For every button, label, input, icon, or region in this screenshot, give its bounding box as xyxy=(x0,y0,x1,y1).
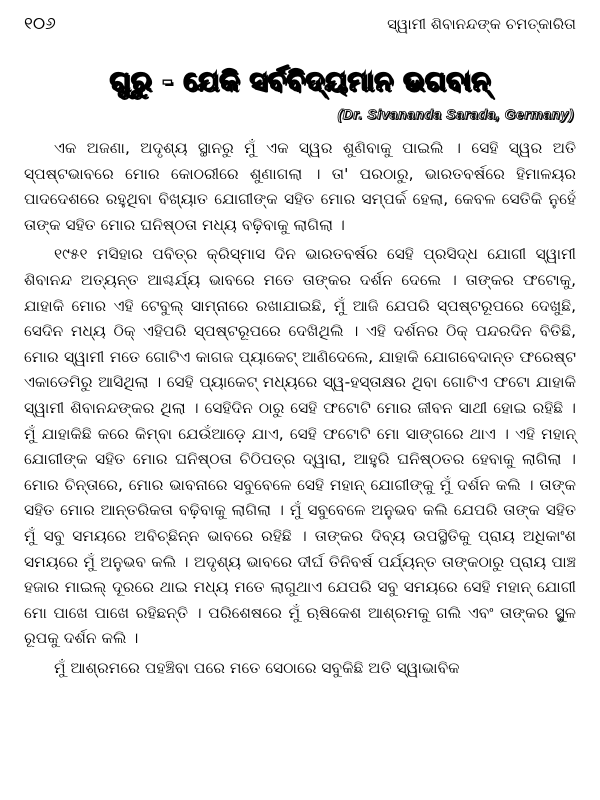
body-text xyxy=(24,136,576,681)
paragraph-3: ମୁଁ ଆଶ୍ରମରେ ପହଞ୍ଚିବା ପରେ ମତେ ସେଠାରେ ସବୁକିଛି ଅତି ସ୍ୱାଭାବିକ xyxy=(54,658,460,677)
page-number: ୧୦୬ xyxy=(24,14,56,34)
book-title: ସ୍ୱାମୀ ଶିବାନନ୍ଦଙ୍କ ଚମତ୍କାରିତା xyxy=(387,15,576,33)
chapter-author: (Dr. Sivananda Sarada, Germany) xyxy=(337,106,574,122)
paragraph-1: ଏକ ଅଜଣା, ଅଦୃଶ୍ୟ ସ୍ଥାନରୁ ମୁଁ ଏକ ସ୍ୱର ଶୁଣିବାକୁ ପାଇଲି । ସେହି ସ୍ୱର ଅତି ସ୍ପଷ୍ଟଭାବରେ ମୋର କୋଠରୀରେ ଶୁଣାଗଲା । ତା' ପରଠାରୁ, ଭାରତବର୍ଷରେ ହିମାଳୟର ପାଦଦେଶରେ ରହୁଥିବା ବିଖ୍ୟାତ ଯୋଗୀଙ୍କ ସହିତ ମୋର ସମ୍ପର୍କ ହେଲା, କେବଳ ସେତିକି ନୁହେଁ ତାଙ୍କ ସହିତ ମୋର ଘନିଷ୍ଠତା ମଧ୍ୟ ବଢ଼ିବାକୁ ଲାଗିଲା । xyxy=(24,139,576,234)
running-header xyxy=(24,14,576,36)
paragraph-2: ୧୯୫୧ ମସିହାର ପବିତ୍ର କ୍ରିସ୍‌ମାସ ଦିନ ଭାରତବର୍ଷର ସେହି ପ୍ରସିଦ୍ଧ ଯୋଗୀ ସ୍ୱାମୀ ଶିବାନନ୍ଦ ଅତ୍ୟନ୍ତ ଆଶ୍ଚର୍ଯ୍ୟ ଭାବରେ ମତେ ତାଙ୍କର ଦର୍ଶନ ଦେଲେ । ତାଙ୍କର ଫଟୋକୁ, ଯାହାକି ମୋର ଏହି ଟେବୁଲ୍ ସାମ୍ନାରେ ରଖାଯାଇଛି, ମୁଁ ଆଜି ଯେପରି ସ୍ପଷ୍ଟରୂପରେ ଦେଖୁଛି, ସେଦିନ ମଧ୍ୟ ଠିକ୍ ଏହିପରି ସ୍ପଷ୍ଟରୂପରେ ଦେଖିଥିଲି । ଏହି ଦର୍ଶନର ଠିକ୍ ପନ୍ଦରଦିନ ବିତିଛି, ମୋର ସ୍ୱାମୀ ମତେ ଗୋଟିଏ କାଗଜ ପ୍ୟାକେଟ୍ ଆଣିଦେଲେ, ଯାହାକି ଯୋଗବେଦାନ୍ତ ଫରେଷ୍ଟ ଏକାଡେମିରୁ ଆସିଥିଲା । ସେହି ପ୍ୟାକେଟ୍ ମଧ୍ୟରେ ସ୍ୱ-ହସ୍ତାକ୍ଷର ଥିବା ଗୋଟିଏ ଫଟୋ ଯାହାକି ସ୍ୱାମୀ ଶିବାନନ୍ଦଙ୍କର ଥିଲା । ସେହିଦିନ ଠାରୁ ସେହି ଫଟୋଟି ମୋର ଜୀବନ ସାଥୀ ହୋଇ ରହିଛି । ମୁଁ ଯାହାକିଛି କରେ କିମ୍ବା ଯେଉଁଆଡ଼େ ଯାଏ, ସେହି ଫଟୋଟି ମୋ ସାଙ୍ଗରେ ଥାଏ । ଏହି ମହାନ୍ ଯୋଗୀଙ୍କ ସହିତ ମୋର ଘନିଷ୍ଠତା ଚିଠିପତ୍ର ଦ୍ୱାରା, ଆହୁରି ଘନିଷ୍ଠତର ହେବାକୁ ଲାଗିଲା । ମୋର ଚିନ୍ତାରେ, ମୋର ଭାବନାରେ ସବୁବେଳେ ସେହି ମହାନ୍ ଯୋଗୀଙ୍କୁ ମୁଁ ଦର୍ଶନ କଲି । ତାଙ୍କ ସହିତ ମୋର ଆନ୍ତରିକତା ବଢ଼ିବାକୁ ଲାଗିଲା । ମୁଁ ସବୁବେଳେ ଅନୁଭବ କଲି ଯେପରି ତାଙ୍କ ସହିତ ମୁଁ ସବୁ ସମୟରେ ଅବିଚ୍ଛିନ୍ନ ଭାବରେ ରହିଛି । ତାଙ୍କର ଦିବ୍ୟ ଉପସ୍ଥିତିକୁ ପ୍ରାୟ ଅଧିକାଂଶ ସମୟରେ ମୁଁ ଅନୁଭବ କଲି । ଅଦୃଶ୍ୟ ଭାବରେ ଦୀର୍ଘ ତିନିବର୍ଷ ପର୍ଯ୍ୟନ୍ତ ତାଙ୍କଠାରୁ ପ୍ରାୟ ପାଞ୍ଚ ହଜାର ମାଇଲ୍ ଦୂରରେ ଥାଇ ମଧ୍ୟ ମତେ ଲାଗୁଥାଏ ଯେପରି ସବୁ ସମୟରେ ସେହି ମହାନ୍ ଯୋଗୀ ମୋ ପାଖେ ପାଖେ ରହିଛନ୍ତି । ପରିଶେଷରେ ମୁଁ ଋଷିକେଶ ଆଶ୍ରମକୁ ଗଲି ଏବଂ ତାଙ୍କର ସ୍ଥୁଳ ରୂପକୁ ଦର୍ଶନ କଲି । xyxy=(24,245,576,648)
chapter-title: ଗୁରୁ - ଯେକି ସର୍ବବିଦ୍ୟମାନ ଭଗବାନ୍ xyxy=(109,66,491,97)
